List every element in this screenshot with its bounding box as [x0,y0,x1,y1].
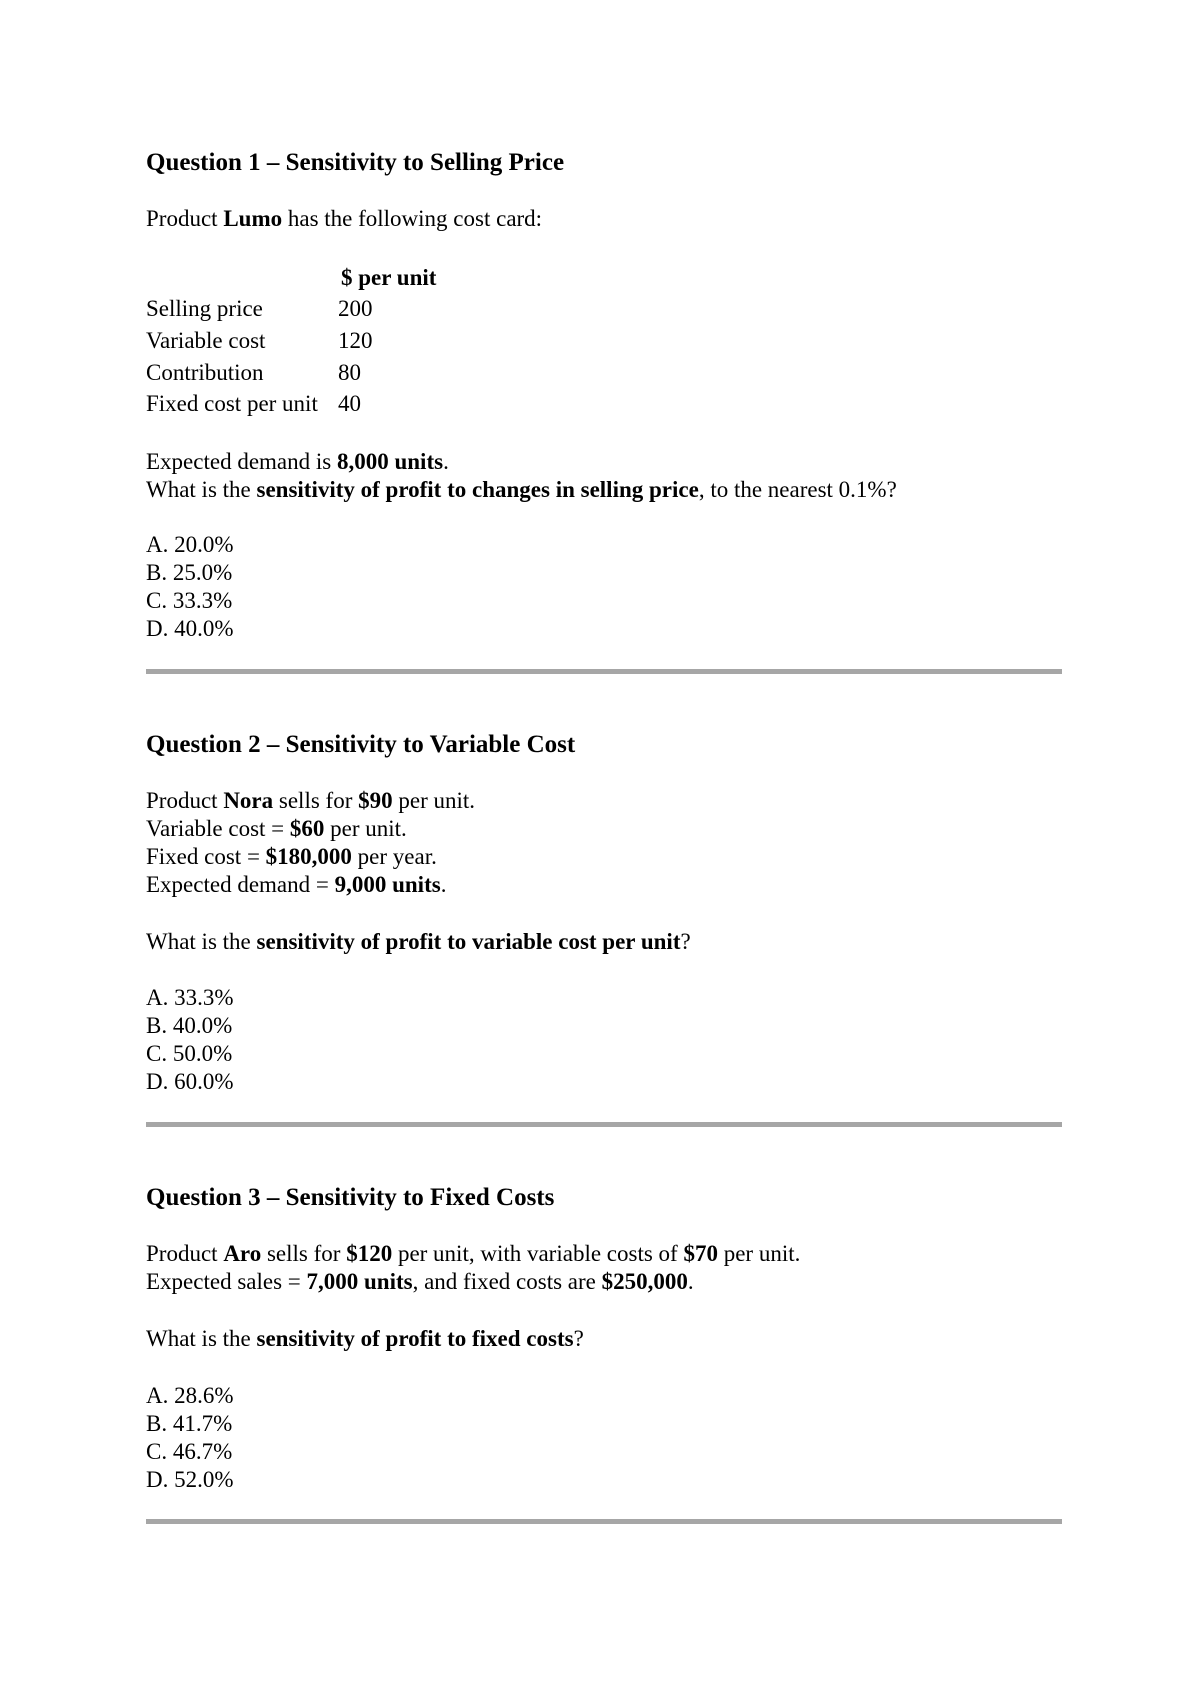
text: What is the [146,929,257,954]
text: ? [573,1326,584,1351]
question-1-intro [146,205,542,233]
text: per year. [351,844,437,869]
answer-option-d: D. 60.0% [146,1069,234,1094]
question-2-prompt [146,928,691,956]
question-3-line-1 [146,1240,800,1268]
answer-option-c: C. 46.7% [146,1439,233,1464]
emphasis: 9,000 units [334,872,441,897]
section-divider [146,1519,1062,1524]
answer-option-b: B. 41.7% [146,1411,233,1436]
text: ? [680,929,691,954]
product-name: Aro [223,1241,262,1266]
table-row-value: 40 [338,391,361,416]
answer-option-b: B. 40.0% [146,1013,233,1038]
emphasis: $180,000 [265,844,352,869]
text: per unit. [324,816,407,841]
text: has the following cost card: [282,206,543,231]
text: What is the [146,477,257,502]
answer-option-d: D. 52.0% [146,1467,234,1492]
product-name: Nora [223,788,274,813]
question-3-title: Question 3 – Sensitivity to Fixed Costs [146,1184,555,1211]
answer-option-c: C. 33.3% [146,588,233,613]
text: Variable cost = [146,816,290,841]
question-2-line-1 [146,787,475,815]
emphasis: $90 [358,788,393,813]
table-row-label: Contribution [146,360,264,385]
text: Product [146,1241,224,1266]
text: . [440,872,447,897]
table-row-value: 200 [338,296,373,321]
text: , to the nearest 0.1%? [698,477,897,502]
table-header: $ per unit [341,265,437,290]
text: Expected sales = [146,1269,307,1294]
answer-option-a: A. 28.6% [146,1383,234,1408]
emphasis: 8,000 units [336,449,444,474]
emphasis: sensitivity of profit to variable cost per unit [256,929,681,954]
text: . [687,1269,694,1294]
emphasis: $60 [289,816,325,841]
question-1-demand [146,448,449,476]
table-row-label: Fixed cost per unit [146,391,318,416]
text: Fixed cost = [146,844,266,869]
emphasis: sensitivity of profit to changes in selling price [256,477,699,502]
emphasis: $70 [683,1241,718,1266]
table-row-value: 80 [338,360,361,385]
text: sells for [261,1241,347,1266]
table-row-value: 120 [338,328,373,353]
text: per unit. [392,788,476,813]
answer-option-b: B. 25.0% [146,560,233,585]
emphasis: $120 [346,1241,393,1266]
question-3-prompt [146,1325,584,1353]
text: per unit, with variable costs of [392,1241,684,1266]
answer-option-c: C. 50.0% [146,1041,233,1066]
text: . [443,449,449,474]
section-divider [146,669,1062,674]
emphasis: $250,000 [601,1269,688,1294]
question-1-prompt [146,476,897,504]
question-2-line-4 [146,871,446,899]
text: sells for [273,788,359,813]
text: Expected demand = [146,872,335,897]
table-row-label: Selling price [146,296,263,321]
question-1-title: Question 1 – Sensitivity to Selling Price [146,149,565,176]
text: , and fixed costs are [412,1269,602,1294]
text: What is the [146,1326,257,1351]
text: per unit. [717,1241,801,1266]
answer-option-a: A. 33.3% [146,985,234,1010]
question-3-line-2 [146,1268,694,1296]
answer-option-a: A. 20.0% [146,532,234,557]
answer-option-d: D. 40.0% [146,616,234,641]
text: Expected demand is [146,449,337,474]
emphasis: 7,000 units [306,1269,413,1294]
question-2-line-2 [146,815,407,843]
emphasis: sensitivity of profit to fixed costs [256,1326,574,1351]
text: Product [146,206,224,231]
question-2-title: Question 2 – Sensitivity to Variable Cost [146,731,576,758]
product-name: Lumo [223,206,283,231]
section-divider [146,1122,1062,1127]
text: Product [146,788,224,813]
question-2-line-3 [146,843,437,871]
table-row-label: Variable cost [146,328,266,353]
